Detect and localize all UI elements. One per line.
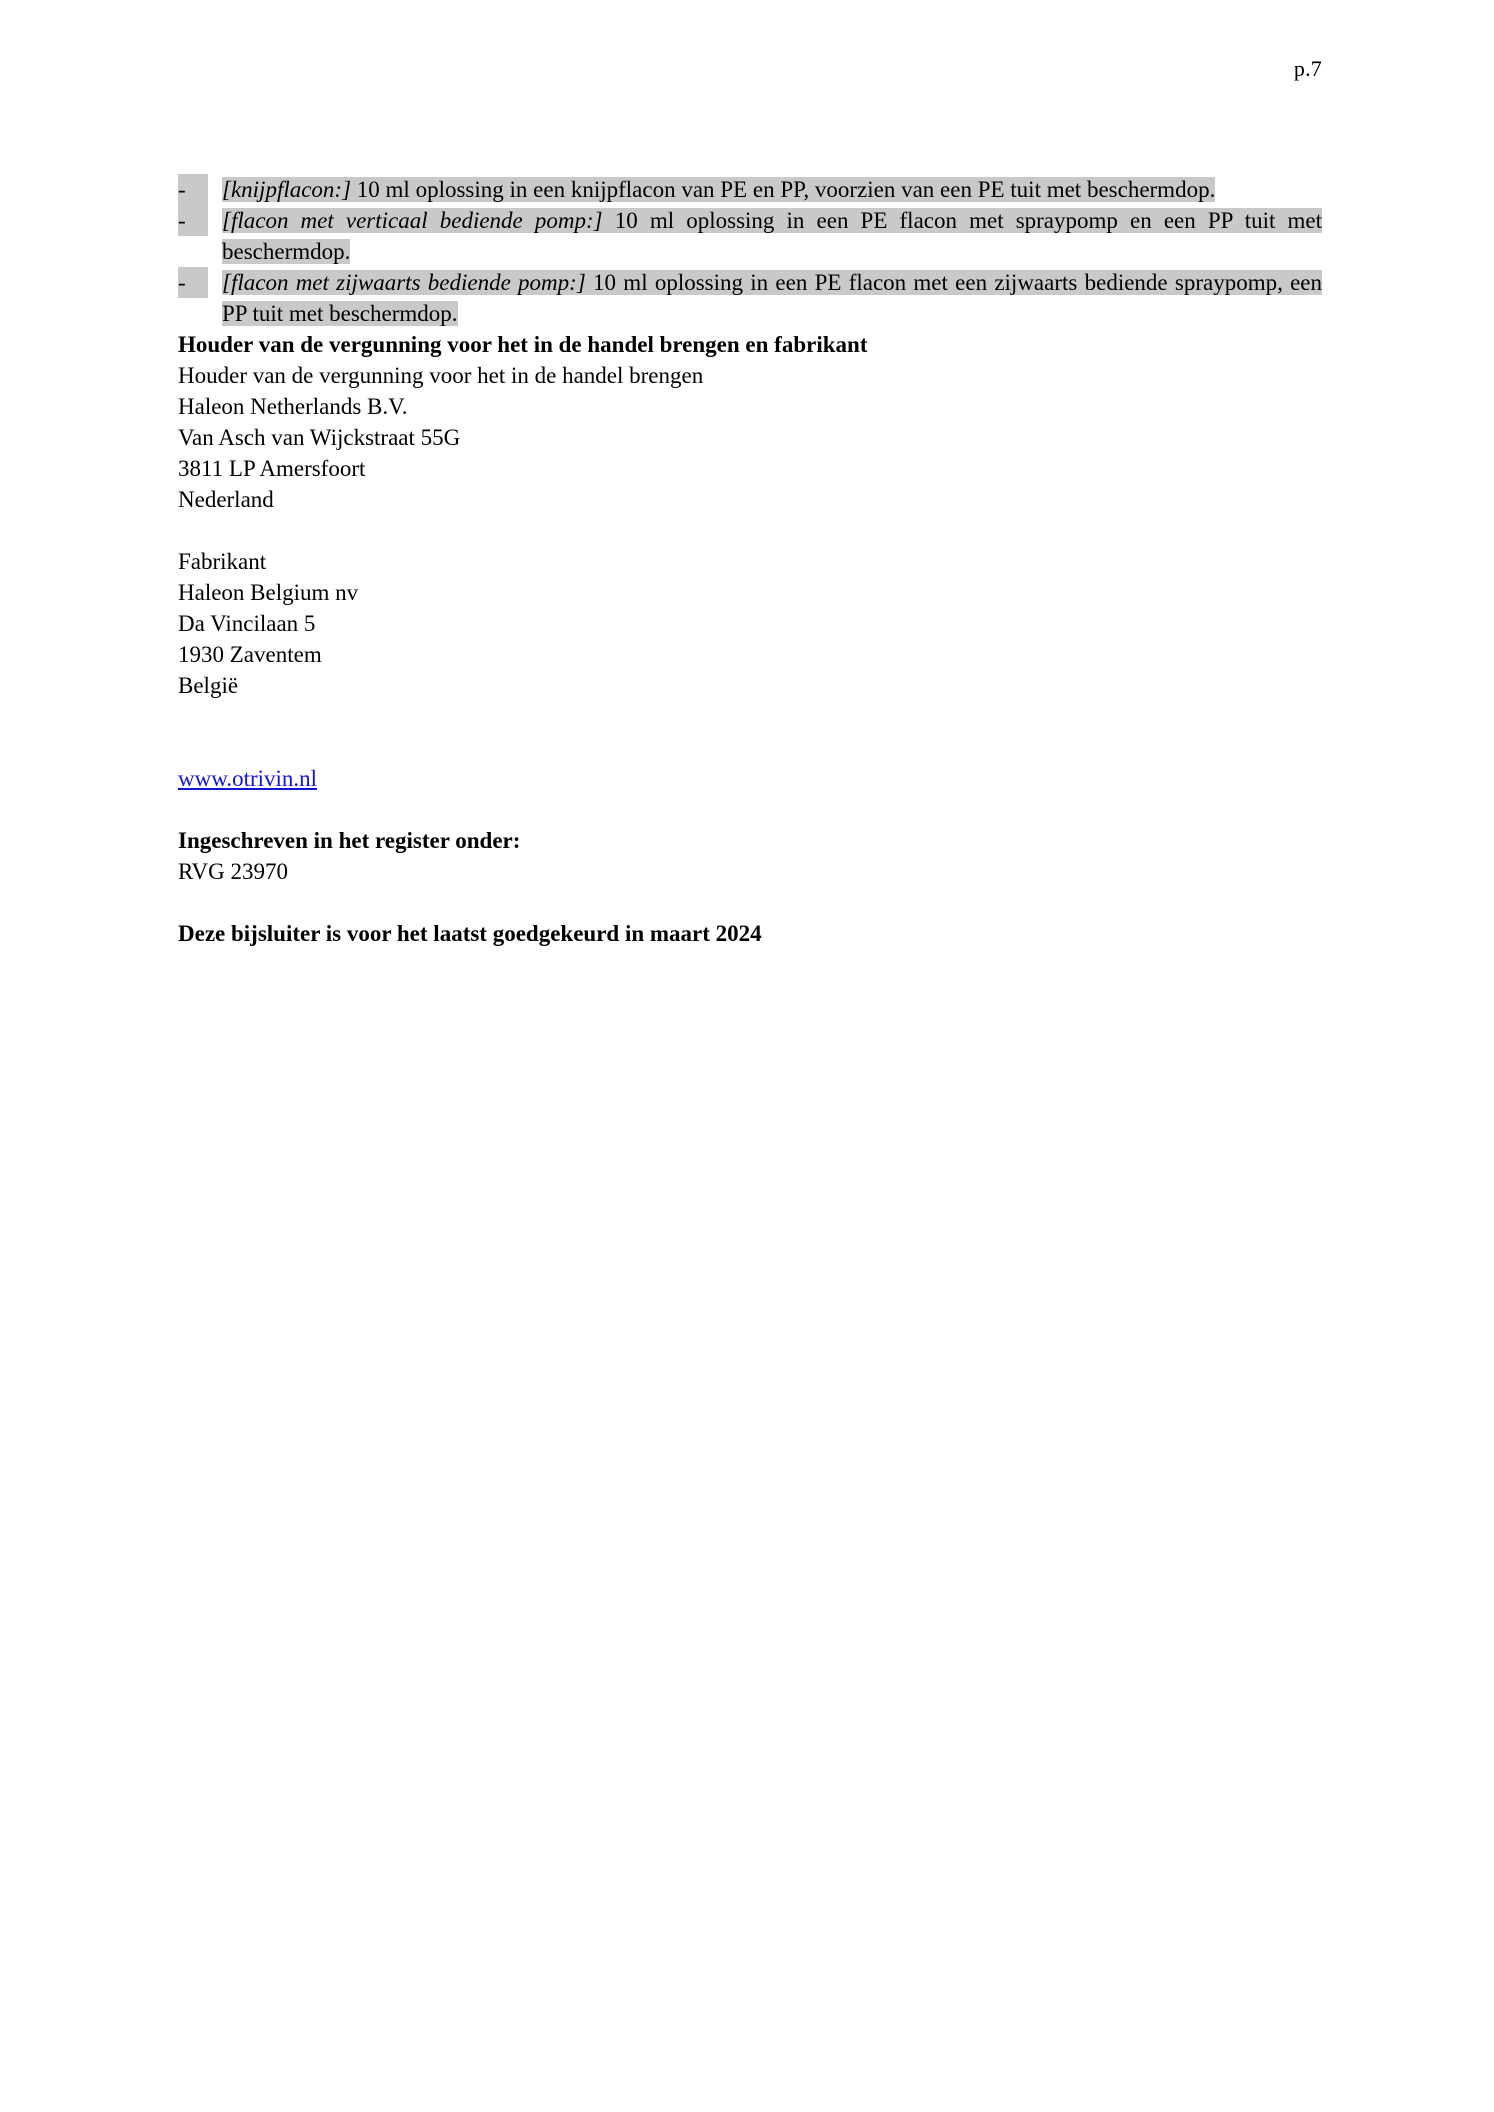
manufacturer-address-line-3: 1930 Zaventem — [178, 642, 322, 667]
manufacturer-label: Fabrikant — [178, 549, 267, 574]
website-section — [178, 763, 1322, 794]
manufacturer-address-line-1: Haleon Belgium nv — [178, 580, 359, 605]
mah-address-line-1: Haleon Netherlands B.V. — [178, 394, 408, 419]
manufacturer-section — [178, 546, 1322, 701]
mah-address-line-4: Nederland — [178, 487, 274, 512]
bullet-dash-icon: - — [178, 174, 208, 205]
marketing-authorisation-subheading: Houder van de vergunning voor het in de handel brengen — [178, 363, 704, 388]
section-spacer — [178, 887, 1322, 918]
bullet-lead-label: [flacon met verticaal bediende pomp:] — [222, 208, 603, 233]
bullet-text: 10 ml oplossing in een PE flacon met spraypomp en een PP tuit met beschermdop. — [222, 208, 1322, 264]
manufacturer-address-line-4: België — [178, 673, 239, 698]
revision-date-text: Deze bijsluiter is voor het laatst goedgekeurd in maart 2024 — [178, 921, 762, 946]
list-item — [178, 174, 1322, 205]
bullet-dash-icon: - — [178, 267, 208, 298]
manufacturer-address-line-2: Da Vincilaan 5 — [178, 611, 316, 636]
website-link[interactable]: www.otrivin.nl — [178, 766, 318, 791]
bullet-lead-label: [knijpflacon:] — [222, 177, 352, 202]
section-spacer — [178, 515, 1322, 546]
bullet-text: 10 ml oplossing in een PE flacon met een zijwaarts bediende spraypomp, een PP tuit met beschermdop. — [222, 270, 1323, 326]
page-number: p.7 — [1293, 56, 1322, 81]
bullet-text: 10 ml oplossing in een knijpflacon van PE en PP, voorzien van een PE tuit met beschermdop. — [356, 177, 1216, 202]
registration-number: RVG 23970 — [178, 859, 288, 884]
mah-address-line-2: Van Asch van Wijckstraat 55G — [178, 425, 461, 450]
bullet-dash-icon: - — [178, 205, 208, 236]
mah-address-line-3: 3811 LP Amersfoort — [178, 456, 366, 481]
marketing-authorisation-section — [178, 329, 1322, 515]
section-spacer — [178, 794, 1322, 825]
list-item — [178, 267, 1322, 329]
section-spacer — [178, 701, 1322, 763]
marketing-authorisation-heading: Houder van de vergunning voor het in de handel brengen en fabrikant — [178, 332, 868, 357]
registration-section — [178, 825, 1322, 887]
bullet-lead-label: [flacon met zijwaarts bediende pomp:] — [222, 270, 586, 295]
packaging-bullet-list — [178, 174, 1322, 329]
page-content — [178, 174, 1322, 949]
list-item — [178, 205, 1322, 267]
registration-heading: Ingeschreven in het register onder: — [178, 828, 521, 853]
